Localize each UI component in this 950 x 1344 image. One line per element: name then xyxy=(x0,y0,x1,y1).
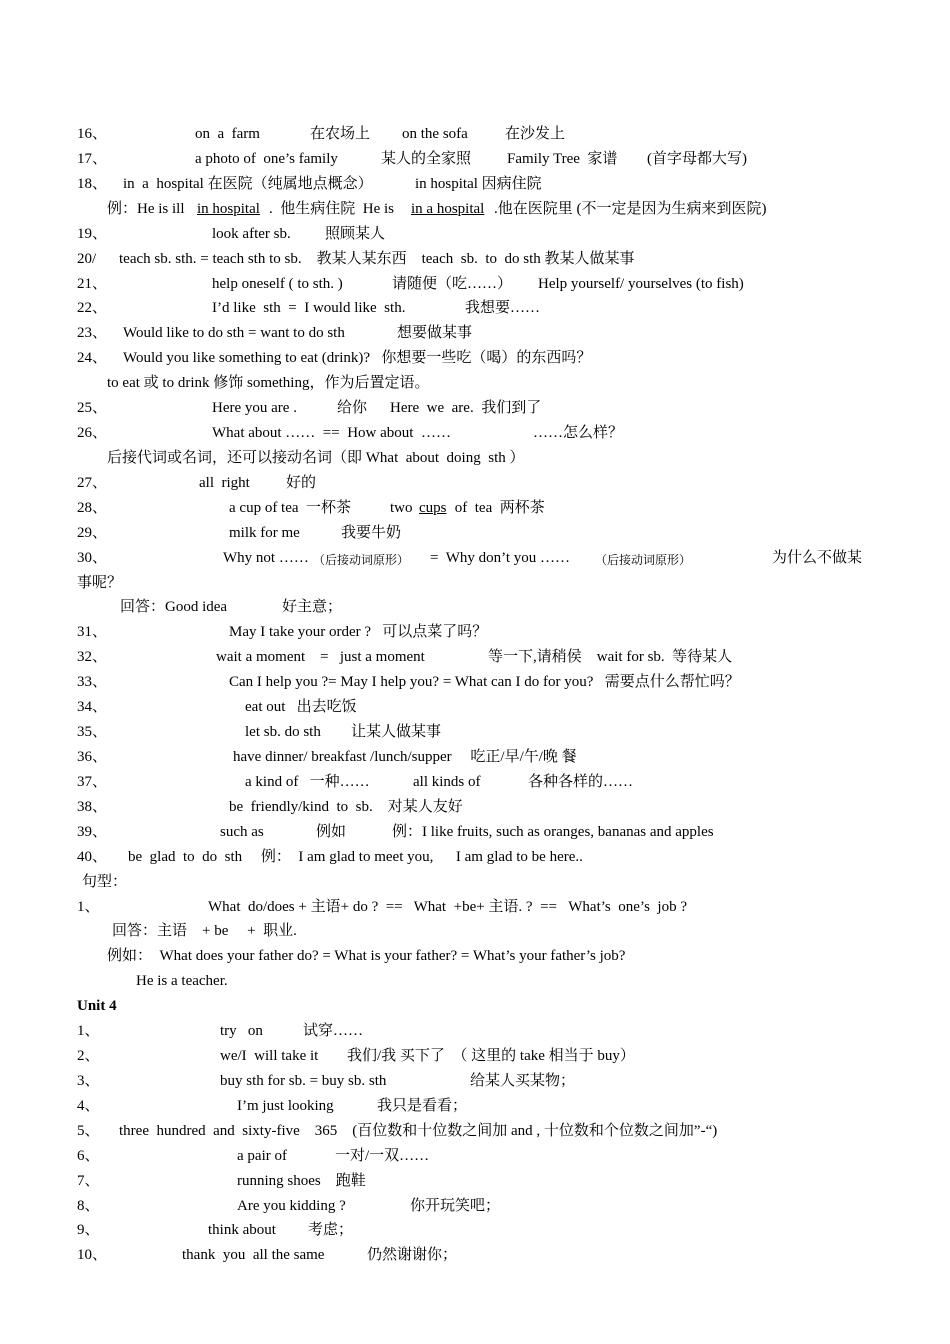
line-text: teach sb. sth. = teach sth to sb. 教某人某东西 teach sb. to do sth 教某人做某事 xyxy=(119,250,635,267)
item-number: 38、 xyxy=(77,798,108,815)
item-number: 18、 xyxy=(77,175,108,192)
item-number: 34、 xyxy=(77,699,108,716)
line-text: running shoes 跑鞋 xyxy=(237,1172,366,1189)
item-number: 7、 xyxy=(77,1172,100,1189)
line-text: all right xyxy=(199,474,250,491)
line-text: 某人的全家照 xyxy=(381,150,472,167)
item-number: 1、 xyxy=(77,898,100,915)
line-text: thank you all the same xyxy=(182,1247,325,1264)
line-text: Family Tree 家谱 xyxy=(507,150,618,167)
line-text: 各种各样的…… xyxy=(528,773,634,790)
line-text: of tea 两杯茶 xyxy=(451,499,545,516)
line-text: a photo of one’s family xyxy=(195,150,338,167)
line-text: May I take your order ? 可以点菜了吗？ xyxy=(229,624,488,641)
line-text: such as xyxy=(220,823,264,840)
line-text: on a farm xyxy=(195,126,260,142)
item-number: 6、 xyxy=(77,1147,100,1164)
item-number: 3、 xyxy=(77,1072,100,1089)
line-text: in a hospital 在医院（纯属地点概念） xyxy=(123,175,373,192)
line-text: wait a moment = just a moment xyxy=(216,649,425,666)
line-text: think about xyxy=(208,1222,276,1239)
line-text: Would you like something to eat (drink)? 你想要一些吃（喝）的东西吗？ xyxy=(123,350,592,367)
item-number: 37、 xyxy=(77,773,108,790)
line-text: Here you are . xyxy=(212,400,297,417)
line-text: . 他生病住院 He is xyxy=(269,200,398,217)
item-number: 26、 xyxy=(77,425,108,442)
line-text: 事呢？ xyxy=(77,574,123,591)
line-text: I’m just looking xyxy=(237,1097,334,1114)
line-text: on the sofa xyxy=(402,126,468,142)
item-number: 40、 xyxy=(77,848,108,865)
line-text: a cup of tea 一杯茶 xyxy=(229,499,352,516)
line-text: be friendly/kind to sb. 对某人友好 xyxy=(229,798,463,815)
line-text: Can I help you ?= May I help you? = What can I do for you? 需要点什么帮忙吗？ xyxy=(229,674,740,691)
item-number: 19、 xyxy=(77,225,108,242)
line-text: 后接代词或名词，还可以接动名词（即 What about doing sth ） xyxy=(107,449,525,466)
line-text: eat out 出去吃饭 xyxy=(245,699,357,716)
line-text: milk for me xyxy=(229,524,300,541)
item-number: 31、 xyxy=(77,624,108,641)
line-text: He is a teacher. xyxy=(136,973,228,990)
line-text: 你开玩笑吧； xyxy=(410,1197,501,1214)
item-number: 10、 xyxy=(77,1247,108,1264)
line-text: all kinds of xyxy=(413,773,481,790)
item-number: 1、 xyxy=(77,1023,100,1040)
item-number: 23、 xyxy=(77,325,108,342)
line-text: Why not …… xyxy=(223,549,309,566)
line-text: three hundred and sixty-five 365 (百位数和十位数之间加 and , 十位数和个位数之间加”-“) xyxy=(119,1122,718,1139)
line-text: be glad to do sth 例： I am glad to meet you, I am glad to be here.. xyxy=(128,848,583,865)
line-text: 给你 xyxy=(337,400,368,417)
line-text: What do/does + 主语+ do ? == What +be+ 主语. ? == What’s one’s job ? xyxy=(208,898,687,915)
line-text: 句型： xyxy=(82,873,128,890)
line-text: = Why don’t you …… xyxy=(430,549,570,566)
item-number: 2、 xyxy=(77,1048,100,1065)
line-text: look after sb. xyxy=(212,225,291,242)
line-text: 请随便（吃……） xyxy=(392,275,513,292)
item-number: 35、 xyxy=(77,724,108,741)
line-text: 为什么不做某 xyxy=(772,549,863,566)
line-text: 仍然谢谢你； xyxy=(367,1247,458,1264)
item-number: 16、 xyxy=(77,126,108,142)
line-text: What about …… == How about …… xyxy=(212,425,451,442)
line-text: 在沙发上 xyxy=(505,126,566,142)
item-number: 27、 xyxy=(77,474,108,491)
line-text: 例如： What does your father do? = What is your father? = What’s your father’s job? xyxy=(107,948,626,965)
item-number: 8、 xyxy=(77,1197,100,1214)
line-text: （后接动词原形） xyxy=(313,552,410,567)
line-text: 给某人买某物； xyxy=(470,1072,576,1089)
item-number: 25、 xyxy=(77,400,108,417)
item-number: 4、 xyxy=(77,1097,100,1114)
line-text: 考虑； xyxy=(308,1222,354,1239)
line-text: 好主意； xyxy=(282,599,343,616)
line-text: 回答：Good idea xyxy=(120,599,228,616)
line-text: 在农场上 xyxy=(310,126,371,142)
item-number: 9、 xyxy=(77,1222,100,1239)
line-text: .他在医院里 (不一定是因为生病来到医院) xyxy=(494,200,767,217)
line-text: buy sth for sb. = buy sb. sth xyxy=(220,1072,387,1089)
item-number: 32、 xyxy=(77,649,108,666)
line-text: (首字母都大写) xyxy=(647,150,747,167)
underlined-text: cups xyxy=(419,499,447,516)
line-text: let sb. do sth xyxy=(245,724,321,741)
item-number: 20/ xyxy=(77,250,97,267)
line-text: 例：He is ill xyxy=(107,200,189,217)
item-number: 33、 xyxy=(77,674,108,691)
line-text: 照顾某人 xyxy=(325,225,386,242)
line-text: try on xyxy=(220,1023,263,1040)
line-text: we/I will take it xyxy=(220,1048,319,1065)
item-number: 5、 xyxy=(77,1122,100,1139)
item-number: 22、 xyxy=(77,300,108,317)
line-text: to eat 或 to drink 修饰 something，作为后置定语。 xyxy=(107,375,430,392)
item-number: 21、 xyxy=(77,275,108,292)
line-text: help oneself ( to sth. ) xyxy=(212,275,343,292)
line-text: Unit 4 xyxy=(77,998,117,1015)
line-text: two xyxy=(390,499,417,516)
line-text: I’d like sth = I would like sth. xyxy=(212,300,406,317)
line-text: 例如 xyxy=(316,823,347,840)
line-text: have dinner/ breakfast /lunch/supper 吃正/早/午/晚 餐 xyxy=(233,749,577,765)
item-number: 24、 xyxy=(77,350,108,367)
line-text: in hospital 因病住院 xyxy=(415,175,542,192)
item-number: 39、 xyxy=(77,823,108,840)
line-text: 我要牛奶 xyxy=(341,524,402,541)
line-text: ……怎么样？ xyxy=(533,425,624,442)
line-text: 回答：主语 + be + 职业. xyxy=(112,923,297,940)
item-number: 29、 xyxy=(77,524,108,541)
line-text: （后接动词原形） xyxy=(595,552,692,567)
line-text: 好的 xyxy=(286,474,317,491)
item-number: 30、 xyxy=(77,549,108,566)
line-text: a kind of 一种…… xyxy=(245,773,370,790)
underlined-text: in a hospital xyxy=(411,200,485,217)
line-text: 让某人做某事 xyxy=(351,724,442,741)
item-number: 28、 xyxy=(77,499,108,516)
line-text: Here we are. 我们到了 xyxy=(390,400,542,417)
line-text: 我们/我 买下了 （ 这里的 take 相当于 buy） xyxy=(347,1048,635,1065)
line-text: 我想要…… xyxy=(465,300,541,317)
line-text: 一对/一双…… xyxy=(335,1147,430,1164)
line-text: 等一下,请稍侯 wait for sb. 等待某人 xyxy=(488,649,733,666)
item-number: 17、 xyxy=(77,150,108,167)
line-text: Are you kidding ? xyxy=(237,1197,346,1214)
line-text: 例：I like fruits, such as oranges, bananas and apples xyxy=(392,823,714,840)
underlined-text: in hospital xyxy=(197,200,260,217)
line-text: 试穿…… xyxy=(303,1023,364,1040)
line-text: a pair of xyxy=(237,1147,287,1164)
item-number: 36、 xyxy=(77,749,108,765)
line-text: Help yourself/ yourselves (to fish) xyxy=(538,275,744,292)
line-text: Would like to do sth = want to do sth xyxy=(123,325,345,342)
line-text: 想要做某事 xyxy=(397,325,473,342)
line-text: 我只是看看； xyxy=(377,1097,468,1114)
